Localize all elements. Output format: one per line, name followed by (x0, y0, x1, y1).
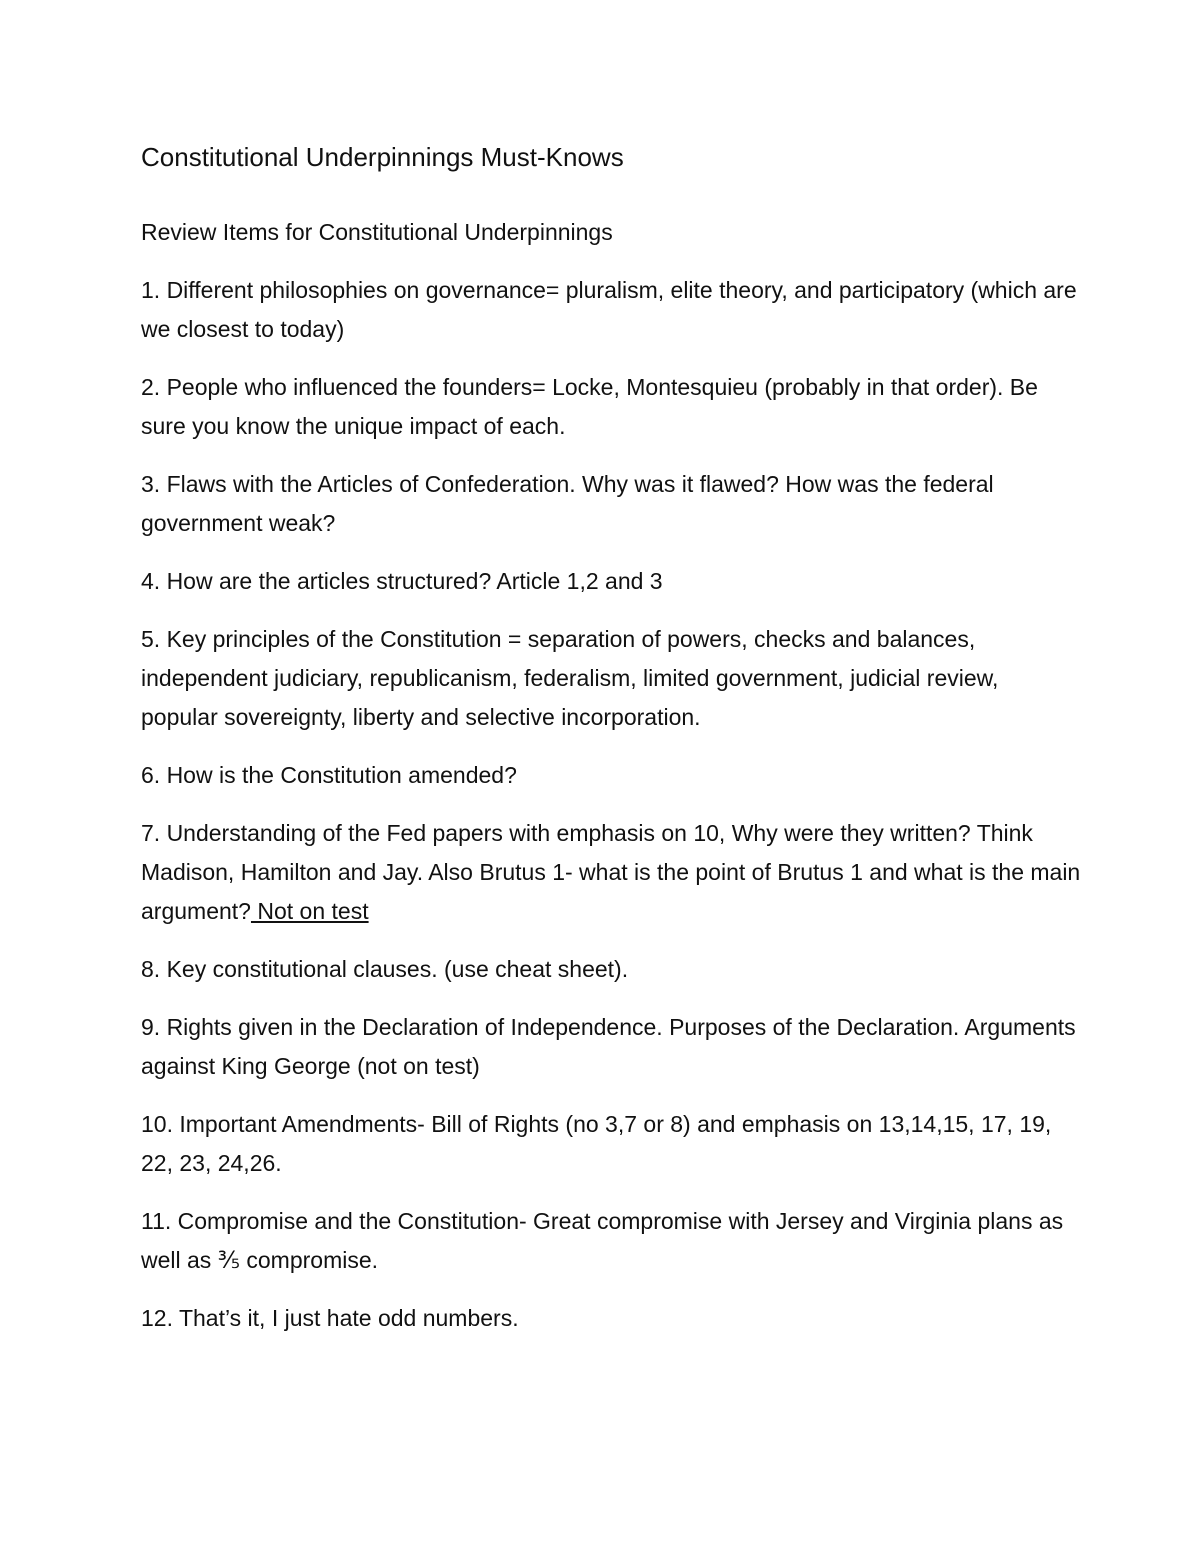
review-item-list (141, 271, 1081, 1357)
review-item-11 (141, 1202, 1081, 1280)
review-item-text: 6. How is the Constitution amended? (141, 762, 517, 788)
review-item-text: 7. Understanding of the Fed papers with emphasis on 10, Why were they written? Think Madison, Hamilton and Jay. Also Brutus 1- what is the point of Brutus 1 and what is the main argument? (141, 820, 1081, 924)
review-item-text: 12. That’s it, I just hate odd numbers. (141, 1305, 519, 1331)
review-item-12 (141, 1299, 1081, 1338)
review-item-text: 1. Different philosophies on governance= pluralism, elite theory, and participatory (which are we closest to today) (141, 277, 1077, 342)
review-item-5 (141, 620, 1081, 737)
document-title: Constitutional Underpinnings Must-Knows (141, 142, 624, 172)
review-item-text: 8. Key constitutional clauses. (use cheat sheet). (141, 956, 629, 982)
review-item-3 (141, 465, 1081, 543)
review-item-text: 4. How are the articles structured? Article 1,2 and 3 (141, 568, 663, 594)
review-item-text: 3. Flaws with the Articles of Confederation. Why was it flawed? How was the federal government weak? (141, 471, 994, 536)
review-item-text: 2. People who influenced the founders= Locke, Montesquieu (probably in that order). Be sure you know the unique impact of each. (141, 374, 1038, 439)
review-item-6 (141, 756, 1081, 795)
review-item-8 (141, 950, 1081, 989)
not-on-test-note: Not on test (250, 898, 369, 924)
review-item-2 (141, 368, 1081, 446)
document-subtitle: Review Items for Constitutional Underpinnings (141, 219, 613, 245)
review-item-text: 5. Key principles of the Constitution = separation of powers, checks and balances, independent judiciary, republicanism, federalism, limited government, judicial review, popular sovereignty, liberty and selective incorporation. (141, 626, 999, 730)
review-item-7 (141, 814, 1081, 931)
review-item-1 (141, 271, 1081, 349)
review-item-text: 10. Important Amendments- Bill of Rights (no 3,7 or 8) and emphasis on 13,14,15, 17, 19, 22, 23, 24,26. (141, 1111, 1052, 1176)
review-item-text: 11. Compromise and the Constitution- Great compromise with Jersey and Virginia plans as well as ⅗ compromise. (141, 1208, 1064, 1273)
review-item-4 (141, 562, 1081, 601)
review-item-9 (141, 1008, 1081, 1086)
review-item-10 (141, 1105, 1081, 1183)
review-item-text: 9. Rights given in the Declaration of Independence. Purposes of the Declaration. Arguments against King George (not on test) (141, 1014, 1076, 1079)
